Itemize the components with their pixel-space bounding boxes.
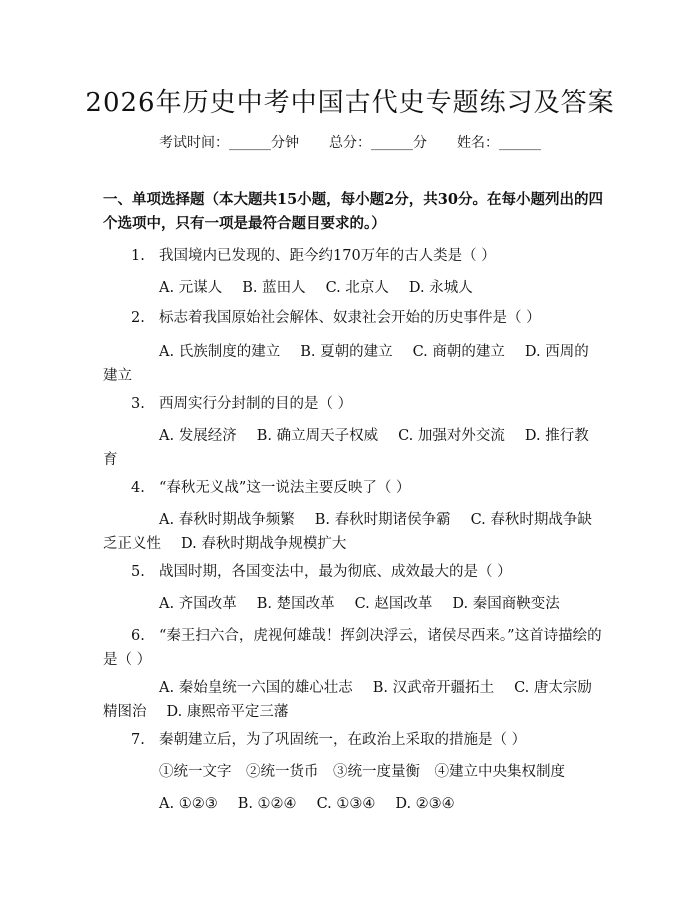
option-d: D. 推行教育 [103, 428, 589, 468]
option-c: C. 唐太宗励精图治 [103, 680, 592, 720]
option-d: D. 永城人 [408, 280, 473, 296]
question-stem: 我国境内已发现的、距今约170万年的古人类是（ ） [159, 248, 496, 264]
question-number: 2. [131, 310, 145, 326]
options-5 [103, 592, 603, 616]
question-number: 1. [131, 248, 145, 264]
question-3 [103, 392, 603, 416]
option-c: C. 商朝的建立 [412, 344, 505, 360]
question-1 [103, 244, 603, 268]
option-b: B. 蓝田人 [242, 280, 306, 296]
exam-time: 考试时间：______分钟 [159, 135, 299, 151]
option-c: C. 北京人 [325, 280, 389, 296]
option-c: C. 春秋时期战争缺乏正义性 [103, 512, 592, 552]
question-7 [103, 728, 603, 752]
question-number: 3. [131, 396, 145, 412]
question-2 [103, 306, 603, 330]
option-b: B. 春秋时期诸侯争霸 [314, 512, 451, 528]
total-score: 总分：______分 [329, 135, 427, 151]
option-a: A. 秦始皇统一六国的雄心壮志 [159, 680, 353, 696]
option-a: A. 元谋人 [159, 280, 223, 296]
option-c: C. ①③④ [316, 796, 376, 812]
options-3 [103, 424, 603, 472]
question-number: 6. [131, 628, 145, 644]
option-b: B. 确立周天子权威 [256, 428, 379, 444]
question-number: 5. [131, 564, 145, 580]
question-number: 4. [131, 480, 145, 496]
question-stem: 标志着我国原始社会解体、奴隶社会开始的历史事件是（ ） [159, 310, 541, 326]
option-d: D. ②③④ [395, 796, 455, 812]
page-title: 2026年历史中考中国古代史专题练习及答案 [85, 88, 615, 118]
option-a: A. 齐国改革 [159, 596, 237, 612]
option-d: D. 春秋时期战争规模扩大 [181, 536, 347, 552]
exam-info [0, 132, 700, 152]
option-b: B. 汉武帝开疆拓土 [372, 680, 495, 696]
question-6 [103, 624, 603, 672]
question-stem: 秦朝建立后，为了巩固统一，在政治上采取的措施是（ ） [159, 732, 527, 748]
option-d: D. 秦国商鞅变法 [452, 596, 560, 612]
question-5 [103, 560, 603, 584]
question-stem: 西周实行分封制的目的是（ ） [159, 396, 353, 412]
options-1 [103, 276, 603, 300]
option-c: C. 加强对外交流 [398, 428, 505, 444]
question-stem: “春秋无义战”这一说法主要反映了（ ） [159, 480, 411, 496]
option-b: B. ①②④ [237, 796, 297, 812]
question-7-items: ①统一文字 ②统一货币 ③统一度量衡 ④建立中央集权制度 [159, 764, 565, 780]
options-4 [103, 508, 603, 556]
section-heading: 一、单项选择题（本大题共15小题，每小题2分，共30分。在每小题列出的四个选项中，只有一项是最符合题目要求的。） [103, 191, 603, 232]
option-a: A. 春秋时期战争频繁 [159, 512, 295, 528]
options-7 [103, 792, 603, 816]
question-stem: 战国时期，各国变法中，最为彻底、成效最大的是（ ） [159, 564, 512, 580]
options-6 [103, 676, 603, 724]
option-a: A. 发展经济 [159, 428, 237, 444]
option-c: C. 赵国改革 [354, 596, 433, 612]
student-name: 姓名：______ [457, 135, 541, 151]
option-a: A. ①②③ [159, 796, 218, 812]
question-4 [103, 476, 603, 500]
question-stem: “秦王扫六合，虎视何雄哉！挥剑决浮云，诸侯尽西来。”这首诗描绘的是（ ） [103, 628, 602, 668]
question-number: 7. [131, 732, 145, 748]
options-2 [103, 340, 603, 388]
option-d: D. 康熙帝平定三藩 [166, 704, 289, 720]
option-b: B. 夏朝的建立 [300, 344, 393, 360]
option-a: A. 氏族制度的建立 [159, 344, 281, 360]
option-d: D. 西周的建立 [103, 344, 589, 384]
option-b: B. 楚国改革 [256, 596, 335, 612]
